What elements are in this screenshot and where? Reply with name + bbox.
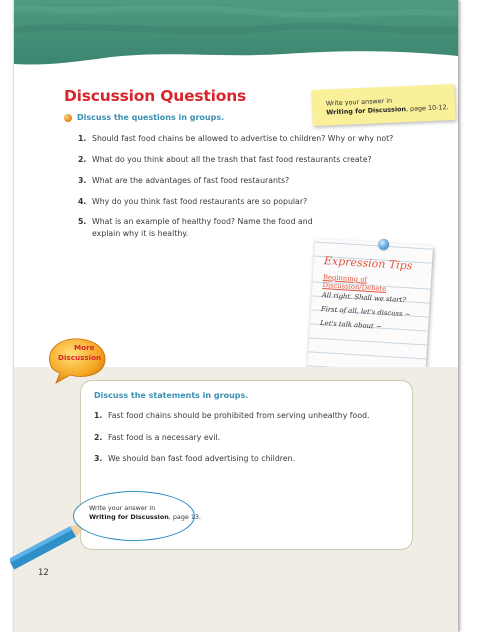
- sticky-note-line1: Write your answer in: [325, 96, 393, 108]
- bubble-line2: [89, 513, 201, 521]
- sticky-note-reference: [311, 84, 455, 126]
- question-text: Should fast food chains be allowed to advertise to children? Why or why not?: [92, 134, 394, 143]
- page-title: Discussion Questions: [64, 87, 247, 105]
- green-header-banner: [14, 0, 458, 70]
- expression-tips-title: Expression Tips: [323, 254, 413, 273]
- question-number: 5.: [78, 217, 87, 226]
- question-number: 2.: [78, 155, 87, 164]
- question-text: What is an example of healthy food? Name the food and: [92, 217, 313, 226]
- orange-bullet-icon: [64, 114, 72, 122]
- question-text: What do you think about all the trash that fast food restaurants create?: [92, 155, 372, 164]
- statement-text: We should ban fast food advertising to children.: [108, 454, 296, 463]
- statement-text: Fast food is a necessary evil.: [108, 433, 221, 442]
- question-text: explain why it is healthy.: [92, 229, 189, 238]
- badge-line2: Discussion: [58, 353, 102, 362]
- writing-reference-bubble: [73, 491, 202, 541]
- question-text: Why do you think fast food restaurants are so popular?: [92, 197, 308, 206]
- statement-text: Fast food chains should be prohibited from serving unhealthy food.: [108, 411, 370, 420]
- statement-number: 3.: [94, 454, 103, 463]
- badge-line1: More: [74, 343, 95, 352]
- statement-number: 2.: [94, 433, 103, 442]
- expression-tips-subtitle: Beginning of Discussion/Debate: [322, 273, 387, 293]
- expression-phrase: All right. Shall we start?: [321, 291, 407, 305]
- section2-instruction: Discuss the statements in groups.: [94, 391, 249, 400]
- page-number: 12: [38, 568, 49, 578]
- expression-phrase: First of all, let's discuss ~: [320, 305, 411, 319]
- pushpin-icon: [378, 238, 390, 250]
- question-text: What are the advantages of fast food restaurants?: [92, 176, 290, 185]
- expression-phrase: Let's talk about ~: [319, 318, 382, 331]
- sticky-note-book: Writing for Discussion: [326, 105, 407, 117]
- expression-tips-note: [307, 239, 433, 384]
- bubble-line1: Write your answer in: [89, 504, 156, 512]
- question-number: 4.: [78, 197, 87, 206]
- section1-instruction: Discuss the questions in groups.: [77, 113, 225, 122]
- question-number: 3.: [78, 176, 87, 185]
- bubble-page: , page 13.: [168, 513, 202, 521]
- sticky-note-page: , page 10-12.: [405, 103, 449, 114]
- more-discussion-badge: [42, 333, 112, 385]
- question-number: 1.: [78, 134, 87, 143]
- bubble-book: Writing for Discussion: [89, 513, 169, 521]
- statement-number: 1.: [94, 411, 103, 420]
- section1-heading: [64, 113, 224, 122]
